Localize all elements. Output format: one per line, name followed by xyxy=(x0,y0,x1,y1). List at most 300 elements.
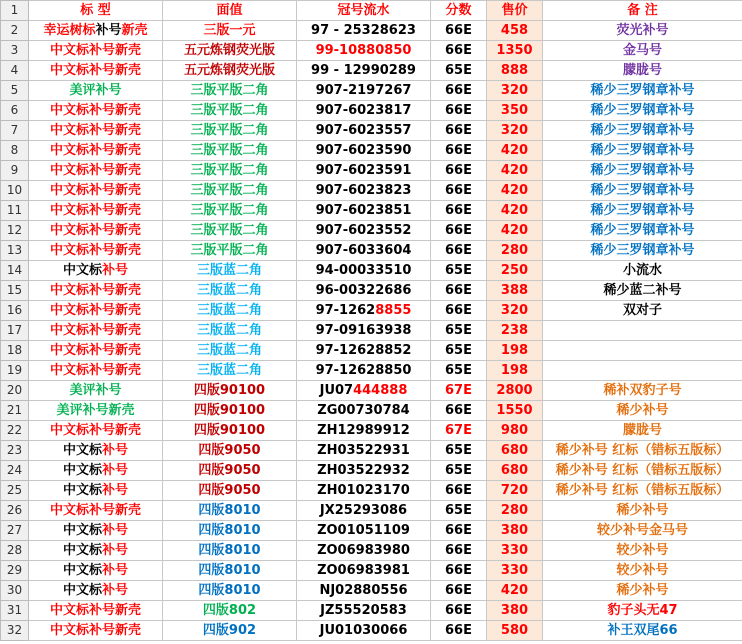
cell-text-segment: 8855 xyxy=(375,303,412,318)
row-number[interactable]: 18 xyxy=(1,341,29,361)
cell-price[interactable]: 680 xyxy=(487,441,543,461)
cell-face[interactable]: 四版8010 xyxy=(163,501,297,521)
row-number[interactable]: 21 xyxy=(1,401,29,421)
cell-serial[interactable] xyxy=(297,281,431,301)
cell-serial[interactable] xyxy=(297,241,431,261)
table-row xyxy=(1,501,742,521)
cell-note[interactable]: 较少补号 xyxy=(543,541,742,561)
cell-face[interactable]: 三版一元 xyxy=(163,21,297,41)
cell-face[interactable]: 四版90100 xyxy=(163,421,297,441)
cell-face[interactable]: 三版平版二角 xyxy=(163,121,297,141)
cell-face[interactable]: 三版平版二角 xyxy=(163,81,297,101)
cell-text-segment: 补号 xyxy=(102,543,129,558)
table-row xyxy=(1,421,742,441)
cell-text-segment: 中文标补号新壳 xyxy=(49,183,141,198)
cell-face[interactable]: 四版9050 xyxy=(163,461,297,481)
cell-text-segment: ZO06983980 xyxy=(317,543,410,558)
header-note[interactable]: 备 注 xyxy=(543,1,742,21)
header-price[interactable]: 售价 xyxy=(487,1,543,21)
cell-price[interactable]: 420 xyxy=(487,581,543,601)
cell-text-segment: ZO06983981 xyxy=(317,563,410,578)
cell-price[interactable]: 198 xyxy=(487,341,543,361)
table-row xyxy=(1,161,742,181)
cell-note[interactable]: 小流水 xyxy=(543,261,742,281)
cell-text-segment: ZH12989912 xyxy=(317,423,410,438)
cell-text-segment: 中文标 xyxy=(62,563,102,578)
cell-price[interactable]: 720 xyxy=(487,481,543,501)
cell-note[interactable]: 补王双尾66 xyxy=(543,621,742,641)
cell-face[interactable]: 三版蓝二角 xyxy=(163,321,297,341)
cell-type[interactable] xyxy=(29,561,163,581)
cell-face[interactable]: 四版90100 xyxy=(163,401,297,421)
cell-text-segment: 907-6023557 xyxy=(315,123,412,138)
cell-face[interactable]: 三版蓝二角 xyxy=(163,281,297,301)
cell-face[interactable]: 四版8010 xyxy=(163,521,297,541)
cell-text-segment: 907-6023590 xyxy=(315,143,412,158)
cell-score[interactable]: 66E xyxy=(431,181,487,201)
cell-type[interactable] xyxy=(29,401,163,421)
cell-type[interactable] xyxy=(29,381,163,401)
cell-serial[interactable] xyxy=(297,21,431,41)
row-number[interactable]: 11 xyxy=(1,201,29,221)
cell-type[interactable] xyxy=(29,461,163,481)
cell-type[interactable] xyxy=(29,261,163,281)
cell-serial[interactable] xyxy=(297,581,431,601)
table-row xyxy=(1,261,742,281)
cell-note[interactable]: 豹子头无47 xyxy=(543,601,742,621)
cell-type[interactable] xyxy=(29,601,163,621)
cell-serial[interactable] xyxy=(297,541,431,561)
cell-serial[interactable] xyxy=(297,601,431,621)
table-row xyxy=(1,41,742,61)
cell-text-segment: 中文标 xyxy=(62,443,102,458)
cell-serial[interactable] xyxy=(297,461,431,481)
cell-serial[interactable] xyxy=(297,301,431,321)
cell-price[interactable]: 330 xyxy=(487,561,543,581)
cell-type[interactable] xyxy=(29,501,163,521)
table-row xyxy=(1,521,742,541)
row-number[interactable]: 17 xyxy=(1,321,29,341)
cell-text-segment: 补号 xyxy=(102,523,129,538)
cell-score[interactable]: 66E xyxy=(431,81,487,101)
cell-price[interactable]: 280 xyxy=(487,501,543,521)
table-row xyxy=(1,321,742,341)
cell-score[interactable]: 66E xyxy=(431,481,487,501)
cell-face[interactable]: 四版902 xyxy=(163,621,297,641)
cell-type[interactable] xyxy=(29,21,163,41)
cell-face[interactable]: 四版8010 xyxy=(163,561,297,581)
cell-note[interactable]: 稀少三罗钢章补号 xyxy=(543,121,742,141)
cell-serial[interactable] xyxy=(297,161,431,181)
table-row xyxy=(1,241,742,261)
cell-type[interactable] xyxy=(29,441,163,461)
cell-score[interactable]: 65E xyxy=(431,61,487,81)
cell-note[interactable]: 稀少三罗钢章补号 xyxy=(543,81,742,101)
table-row xyxy=(1,361,742,381)
cell-score[interactable]: 65E xyxy=(431,461,487,481)
row-number[interactable]: 27 xyxy=(1,521,29,541)
cell-type[interactable] xyxy=(29,361,163,381)
cell-text-segment: 907-2197267 xyxy=(315,83,412,98)
cell-text-segment: 中文标补号新壳 xyxy=(49,323,141,338)
cell-text-segment: ZO01051109 xyxy=(317,523,410,538)
cell-type[interactable] xyxy=(29,221,163,241)
cell-score[interactable]: 66E xyxy=(431,221,487,241)
cell-note[interactable]: 稀少补号 xyxy=(543,581,742,601)
row-number[interactable]: 2 xyxy=(1,21,29,41)
cell-type[interactable] xyxy=(29,421,163,441)
cell-serial[interactable] xyxy=(297,61,431,81)
cell-face[interactable]: 三版蓝二角 xyxy=(163,361,297,381)
row-number[interactable]: 32 xyxy=(1,621,29,641)
cell-serial[interactable] xyxy=(297,81,431,101)
cell-price[interactable]: 1550 xyxy=(487,401,543,421)
cell-serial[interactable] xyxy=(297,41,431,61)
cell-serial[interactable] xyxy=(297,441,431,461)
cell-serial[interactable] xyxy=(297,121,431,141)
cell-face[interactable]: 三版蓝二角 xyxy=(163,301,297,321)
row-number[interactable]: 9 xyxy=(1,161,29,181)
table-row xyxy=(1,201,742,221)
row-number[interactable]: 26 xyxy=(1,501,29,521)
cell-type[interactable] xyxy=(29,541,163,561)
cell-type[interactable] xyxy=(29,341,163,361)
row-number[interactable]: 14 xyxy=(1,261,29,281)
cell-price[interactable]: 320 xyxy=(487,121,543,141)
cell-price[interactable]: 888 xyxy=(487,61,543,81)
cell-serial[interactable] xyxy=(297,181,431,201)
cell-note[interactable]: 稀少三罗钢章补号 xyxy=(543,201,742,221)
cell-text-segment: 中文标补号新壳 xyxy=(49,103,141,118)
cell-note[interactable]: 稀少三罗钢章补号 xyxy=(543,241,742,261)
row-number[interactable]: 31 xyxy=(1,601,29,621)
cell-text-segment: 99 - 12990289 xyxy=(311,63,416,78)
cell-text-segment: 中文标 xyxy=(62,263,102,278)
cell-type[interactable] xyxy=(29,301,163,321)
cell-text-segment: 中文标补号新壳 xyxy=(49,63,141,78)
cell-text-segment: 中文标补号新壳 xyxy=(49,503,141,518)
cell-type[interactable] xyxy=(29,61,163,81)
cell-text-segment: 96-00322686 xyxy=(315,283,412,298)
cell-type[interactable] xyxy=(29,201,163,221)
cell-text-segment: ZH03522931 xyxy=(317,443,410,458)
cell-text-segment: 中文标 xyxy=(62,463,102,478)
row-number[interactable]: 7 xyxy=(1,121,29,141)
cell-serial[interactable] xyxy=(297,221,431,241)
cell-text-segment: ZG00730784 xyxy=(317,403,410,418)
row-number[interactable]: 12 xyxy=(1,221,29,241)
cell-note[interactable]: 稀少三罗钢章补号 xyxy=(543,181,742,201)
cell-serial[interactable] xyxy=(297,481,431,501)
cell-serial[interactable] xyxy=(297,421,431,441)
cell-score[interactable]: 66E xyxy=(431,281,487,301)
cell-note[interactable]: 稀少补号 红标（错标五版标） xyxy=(543,481,742,501)
cell-face[interactable]: 三版平版二角 xyxy=(163,161,297,181)
cell-text-segment: 补号 xyxy=(102,463,129,478)
header-type[interactable]: 标 型 xyxy=(29,1,163,21)
table-row xyxy=(1,481,742,501)
cell-price[interactable]: 2800 xyxy=(487,381,543,401)
table-row xyxy=(1,441,742,461)
cell-face[interactable]: 三版平版二角 xyxy=(163,241,297,261)
cell-score[interactable]: 66E xyxy=(431,601,487,621)
cell-serial[interactable] xyxy=(297,341,431,361)
cell-note[interactable] xyxy=(543,341,742,361)
row-number[interactable]: 25 xyxy=(1,481,29,501)
cell-price[interactable]: 420 xyxy=(487,201,543,221)
cell-serial[interactable] xyxy=(297,401,431,421)
cell-score[interactable]: 67E xyxy=(431,381,487,401)
cell-serial[interactable] xyxy=(297,141,431,161)
cell-score[interactable]: 66E xyxy=(431,161,487,181)
cell-type[interactable] xyxy=(29,281,163,301)
cell-score[interactable]: 66E xyxy=(431,401,487,421)
cell-type[interactable] xyxy=(29,621,163,641)
cell-text-segment: 中文标补号新壳 xyxy=(49,363,141,378)
row-number[interactable]: 10 xyxy=(1,181,29,201)
cell-note[interactable]: 较少补号金马号 xyxy=(543,521,742,541)
cell-note[interactable]: 稀少补号 红标（错标五版标） xyxy=(543,461,742,481)
cell-text-segment: 97-1262 xyxy=(315,303,376,318)
cell-price[interactable]: 238 xyxy=(487,321,543,341)
cell-face[interactable]: 四版8010 xyxy=(163,541,297,561)
cell-text-segment: 97 - 25328623 xyxy=(311,23,416,38)
cell-note[interactable]: 稀少三罗钢章补号 xyxy=(543,221,742,241)
cell-price[interactable]: 980 xyxy=(487,421,543,441)
cell-price[interactable]: 380 xyxy=(487,601,543,621)
cell-price[interactable]: 320 xyxy=(487,81,543,101)
cell-text-segment: 补号 xyxy=(102,443,129,458)
cell-text-segment: 中文标补号新壳 xyxy=(49,243,141,258)
cell-note[interactable]: 较少补号 xyxy=(543,561,742,581)
cell-score[interactable]: 66E xyxy=(431,241,487,261)
cell-note[interactable]: 稀少三罗钢章补号 xyxy=(543,161,742,181)
cell-text-segment: 中文标补号新壳 xyxy=(49,163,141,178)
cell-score[interactable]: 65E xyxy=(431,261,487,281)
cell-score[interactable]: 66E xyxy=(431,581,487,601)
cell-score[interactable]: 66E xyxy=(431,101,487,121)
cell-face[interactable]: 三版蓝二角 xyxy=(163,341,297,361)
cell-text-segment: 补号 xyxy=(102,583,129,598)
cell-score[interactable]: 65E xyxy=(431,361,487,381)
cell-face[interactable]: 三版平版二角 xyxy=(163,141,297,161)
cell-type[interactable] xyxy=(29,81,163,101)
table-row xyxy=(1,561,742,581)
cell-text-segment: ZH01023170 xyxy=(317,483,410,498)
cell-text-segment: 新壳 xyxy=(121,23,148,38)
cell-text-segment: JU01030066 xyxy=(319,623,408,638)
cell-note[interactable]: 双对子 xyxy=(543,301,742,321)
cell-note[interactable]: 稀少补号 红标（错标五版标） xyxy=(543,441,742,461)
table-row xyxy=(1,61,742,81)
cell-face[interactable]: 三版平版二角 xyxy=(163,201,297,221)
table-row xyxy=(1,381,742,401)
cell-face[interactable]: 四版802 xyxy=(163,601,297,621)
cell-note[interactable] xyxy=(543,361,742,381)
cell-price[interactable]: 330 xyxy=(487,541,543,561)
cell-type[interactable] xyxy=(29,141,163,161)
cell-serial[interactable] xyxy=(297,201,431,221)
cell-price[interactable]: 458 xyxy=(487,21,543,41)
row-number[interactable]: 20 xyxy=(1,381,29,401)
header-serial[interactable]: 冠号流水 xyxy=(297,1,431,21)
cell-face[interactable]: 三版平版二角 xyxy=(163,181,297,201)
cell-text-segment: 美评补号 xyxy=(69,83,122,98)
row-number[interactable]: 28 xyxy=(1,541,29,561)
cell-text-segment: JU07 xyxy=(319,383,354,398)
cell-text-segment: 中文标补号新壳 xyxy=(49,203,141,218)
cell-serial[interactable] xyxy=(297,361,431,381)
cell-note[interactable]: 稀少补号 xyxy=(543,401,742,421)
cell-type[interactable] xyxy=(29,321,163,341)
cell-serial[interactable] xyxy=(297,101,431,121)
cell-type[interactable] xyxy=(29,41,163,61)
cell-note[interactable]: 稀少补号 xyxy=(543,501,742,521)
cell-serial[interactable] xyxy=(297,561,431,581)
cell-score[interactable]: 66E xyxy=(431,201,487,221)
cell-note[interactable]: 金马号 xyxy=(543,41,742,61)
cell-score[interactable]: 65E xyxy=(431,441,487,461)
cell-type[interactable] xyxy=(29,121,163,141)
header-face[interactable]: 面值 xyxy=(163,1,297,21)
table-row xyxy=(1,21,742,41)
table-row xyxy=(1,601,742,621)
cell-text-segment: 中文标 xyxy=(62,483,102,498)
cell-score[interactable]: 66E xyxy=(431,121,487,141)
cell-price[interactable]: 420 xyxy=(487,221,543,241)
cell-face[interactable]: 五元炼钢荧光版 xyxy=(163,41,297,61)
cell-score[interactable]: 66E xyxy=(431,621,487,641)
cell-text-segment: 美评补号 xyxy=(69,383,122,398)
cell-score[interactable]: 66E xyxy=(431,301,487,321)
cell-note[interactable]: 稀少蓝二补号 xyxy=(543,281,742,301)
cell-score[interactable]: 67E xyxy=(431,421,487,441)
cell-text-segment: 中文标补号新壳 xyxy=(49,283,141,298)
cell-type[interactable] xyxy=(29,101,163,121)
cell-text-segment: JX25293086 xyxy=(319,503,408,518)
row-number[interactable]: 6 xyxy=(1,101,29,121)
cell-type[interactable] xyxy=(29,161,163,181)
cell-price[interactable]: 250 xyxy=(487,261,543,281)
cell-score[interactable]: 65E xyxy=(431,501,487,521)
cell-price[interactable]: 380 xyxy=(487,521,543,541)
cell-note[interactable]: 稀少三罗钢章补号 xyxy=(543,101,742,121)
table-row xyxy=(1,101,742,121)
cell-serial[interactable] xyxy=(297,261,431,281)
cell-face[interactable]: 五元炼钢荧光版 xyxy=(163,61,297,81)
cell-price[interactable]: 320 xyxy=(487,301,543,321)
cell-text-segment: 907-6023823 xyxy=(315,183,412,198)
cell-face[interactable]: 三版平版二角 xyxy=(163,221,297,241)
cell-score[interactable]: 66E xyxy=(431,541,487,561)
cell-score[interactable]: 66E xyxy=(431,21,487,41)
row-number[interactable]: 8 xyxy=(1,141,29,161)
cell-price[interactable]: 198 xyxy=(487,361,543,381)
cell-type[interactable] xyxy=(29,521,163,541)
cell-type[interactable] xyxy=(29,181,163,201)
row-number[interactable]: 16 xyxy=(1,301,29,321)
cell-price[interactable]: 420 xyxy=(487,161,543,181)
row-number[interactable]: 24 xyxy=(1,461,29,481)
cell-face[interactable]: 三版平版二角 xyxy=(163,101,297,121)
cell-text-segment: 补号 xyxy=(102,563,129,578)
cell-score[interactable]: 66E xyxy=(431,561,487,581)
cell-serial[interactable] xyxy=(297,621,431,641)
row-number[interactable]: 19 xyxy=(1,361,29,381)
cell-serial[interactable] xyxy=(297,321,431,341)
cell-note[interactable]: 荧光补号 xyxy=(543,21,742,41)
cell-price[interactable]: 580 xyxy=(487,621,543,641)
row-number[interactable]: 3 xyxy=(1,41,29,61)
cell-serial[interactable] xyxy=(297,521,431,541)
row-number[interactable]: 4 xyxy=(1,61,29,81)
cell-text-segment: ZH03522932 xyxy=(317,463,410,478)
cell-text-segment: 补号 xyxy=(102,483,129,498)
cell-type[interactable] xyxy=(29,241,163,261)
cell-price[interactable]: 420 xyxy=(487,181,543,201)
cell-type[interactable] xyxy=(29,581,163,601)
cell-serial[interactable] xyxy=(297,501,431,521)
cell-score[interactable]: 65E xyxy=(431,321,487,341)
cell-score[interactable]: 66E xyxy=(431,521,487,541)
row-number[interactable]: 5 xyxy=(1,81,29,101)
cell-text-segment: 中文标补号新壳 xyxy=(49,43,141,58)
cell-note[interactable]: 稀补双豹子号 xyxy=(543,381,742,401)
cell-price[interactable]: 388 xyxy=(487,281,543,301)
cell-face[interactable]: 四版8010 xyxy=(163,581,297,601)
header-score[interactable]: 分数 xyxy=(431,1,487,21)
cell-type[interactable] xyxy=(29,481,163,501)
cell-text-segment: 中文标 xyxy=(62,543,102,558)
row-number[interactable]: 30 xyxy=(1,581,29,601)
cell-face[interactable]: 四版90100 xyxy=(163,381,297,401)
cell-price[interactable]: 1350 xyxy=(487,41,543,61)
cell-face[interactable]: 四版9050 xyxy=(163,481,297,501)
cell-text-segment: 中文标补号新壳 xyxy=(49,623,141,638)
cell-note[interactable]: 稀少三罗钢章补号 xyxy=(543,141,742,161)
cell-text-segment: 97-12628852 xyxy=(315,343,412,358)
cell-text-segment: 中文标补号新壳 xyxy=(49,223,141,238)
table-row xyxy=(1,461,742,481)
cell-text-segment: 中文标 xyxy=(62,583,102,598)
cell-note[interactable]: 朦胧号 xyxy=(543,61,742,81)
cell-face[interactable]: 四版9050 xyxy=(163,441,297,461)
cell-price[interactable]: 280 xyxy=(487,241,543,261)
cell-text-segment: 中文标补号新壳 xyxy=(49,123,141,138)
row-number[interactable]: 29 xyxy=(1,561,29,581)
cell-serial[interactable] xyxy=(297,381,431,401)
cell-text-segment: 97-12628850 xyxy=(315,363,412,378)
cell-face[interactable]: 三版蓝二角 xyxy=(163,261,297,281)
cell-price[interactable]: 420 xyxy=(487,141,543,161)
cell-price[interactable]: 350 xyxy=(487,101,543,121)
row-number[interactable]: 22 xyxy=(1,421,29,441)
row-number[interactable]: 15 xyxy=(1,281,29,301)
cell-text-segment: 97-09163938 xyxy=(315,323,412,338)
row-number[interactable]: 1 xyxy=(1,1,29,21)
cell-text-segment: 中文标 xyxy=(62,523,102,538)
cell-price[interactable]: 680 xyxy=(487,461,543,481)
row-number[interactable]: 23 xyxy=(1,441,29,461)
cell-score[interactable]: 65E xyxy=(431,341,487,361)
table-row xyxy=(1,121,742,141)
table-row xyxy=(1,621,742,641)
cell-score[interactable]: 66E xyxy=(431,141,487,161)
cell-note[interactable] xyxy=(543,321,742,341)
cell-score[interactable]: 66E xyxy=(431,41,487,61)
row-number[interactable]: 13 xyxy=(1,241,29,261)
cell-note[interactable]: 朦胧号 xyxy=(543,421,742,441)
